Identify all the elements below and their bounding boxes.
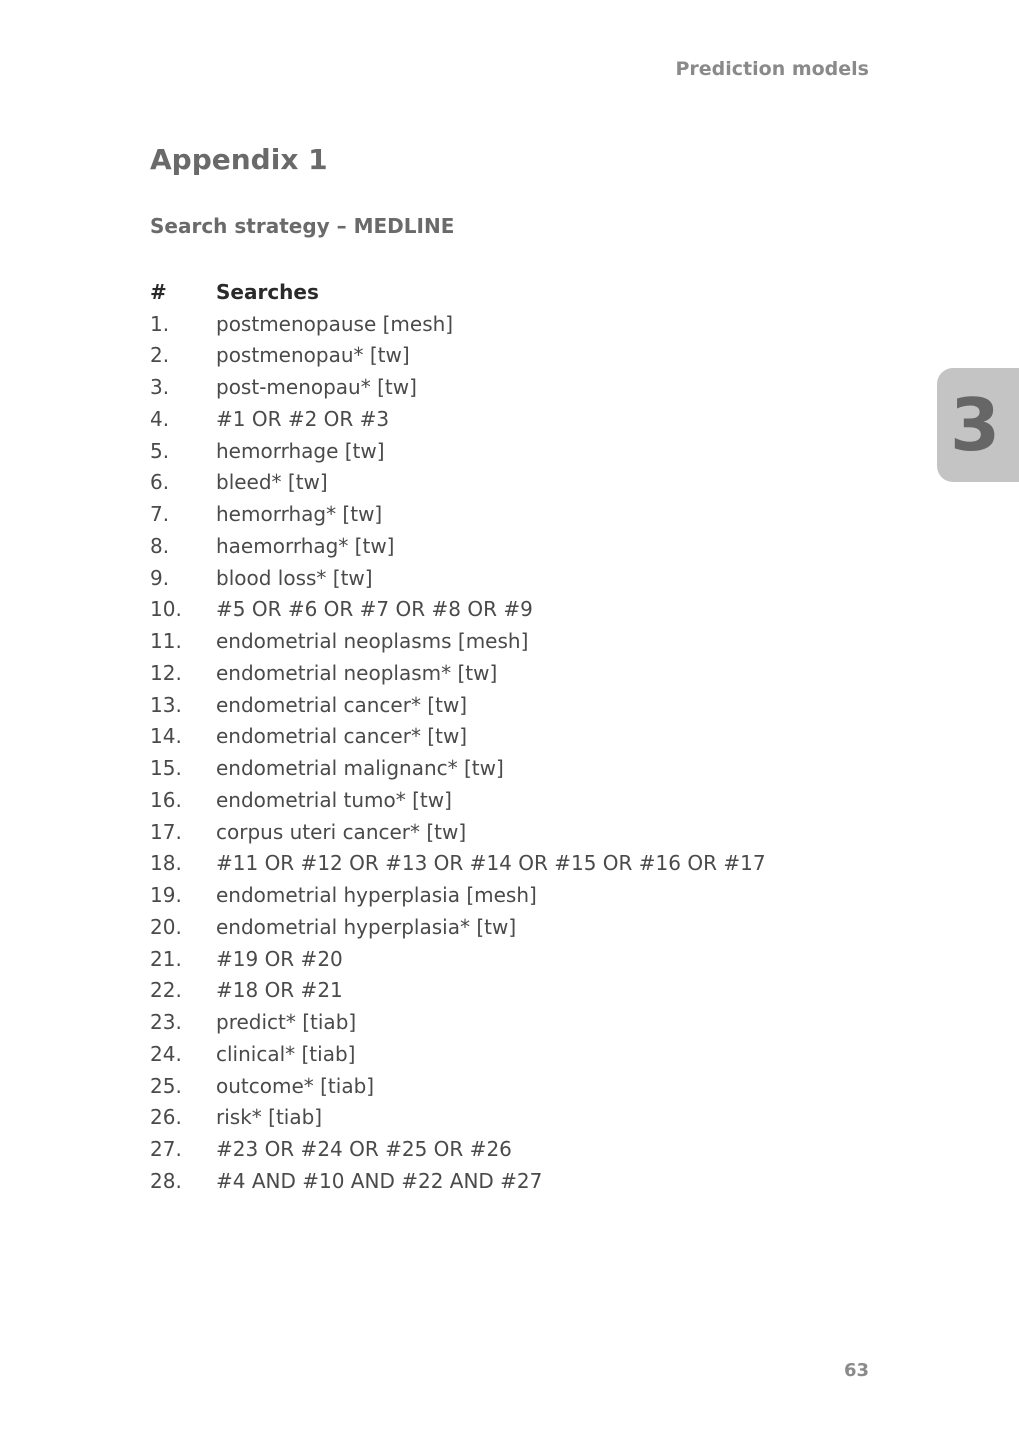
search-query: endometrial tumo* [tw] [216,787,452,812]
page-number: 63 [843,1360,869,1381]
table-row [150,1102,850,1134]
search-query: #5 OR #6 OR #7 OR #8 OR #9 [216,597,533,622]
table-row [150,467,850,499]
table-header-row [150,276,850,308]
search-query: corpus uteri cancer* [tw] [216,819,467,844]
search-query: endometrial neoplasm* [tw] [216,660,498,685]
search-query: risk* [tiab] [216,1105,323,1130]
search-query: outcome* [tiab] [216,1073,375,1098]
search-query: #1 OR #2 OR #3 [216,406,390,431]
row-number: 7. [150,502,170,527]
row-number: 2. [150,343,170,368]
table-row [150,1133,850,1165]
row-number: 1. [150,311,170,336]
row-number: 23. [150,1010,182,1035]
row-number: 20. [150,914,182,939]
searches-column-header: Searches [216,279,319,304]
table-row [150,911,850,943]
row-number: 17. [150,819,182,844]
chapter-tab-number: 3 [949,383,1001,467]
search-query: predict* [tiab] [216,1010,357,1035]
search-query: #23 OR #24 OR #25 OR #26 [216,1137,512,1162]
row-number: 27. [150,1137,182,1162]
search-query: endometrial cancer* [tw] [216,692,468,717]
search-query: clinical* [tiab] [216,1041,356,1066]
table-row [150,848,850,880]
row-number: 9. [150,565,170,590]
table-row [150,498,850,530]
search-query: endometrial cancer* [tw] [216,724,468,749]
row-number: 6. [150,470,170,495]
table-row [150,435,850,467]
table-row [150,371,850,403]
search-query: blood loss* [tw] [216,565,373,590]
table-row [150,689,850,721]
search-query: endometrial hyperplasia* [tw] [216,914,517,939]
row-number: 16. [150,787,182,812]
row-number: 13. [150,692,182,717]
search-strategy-table [150,276,850,1197]
table-row [150,1006,850,1038]
table-row [150,594,850,626]
row-number: 12. [150,660,182,685]
row-number: 15. [150,756,182,781]
section-title: Search strategy – MEDLINE [150,214,455,238]
search-query: bleed* [tw] [216,470,328,495]
chapter-title: Appendix 1 [150,143,328,176]
table-row [150,784,850,816]
search-query: endometrial malignanc* [tw] [216,756,504,781]
search-query: endometrial hyperplasia [mesh] [216,883,537,908]
row-number: 26. [150,1105,182,1130]
row-number: 8. [150,533,170,558]
table-row [150,562,850,594]
row-number: 5. [150,438,170,463]
row-number: 24. [150,1041,182,1066]
search-query: #19 OR #20 [216,946,343,971]
row-number: 14. [150,724,182,749]
search-query: postmenopau* [tw] [216,343,410,368]
table-row [150,308,850,340]
search-query: post-menopau* [tw] [216,375,417,400]
search-query: #18 OR #21 [216,978,343,1003]
search-query: #11 OR #12 OR #13 OR #14 OR #15 OR #16 OR #17 [216,851,766,876]
row-number: 11. [150,629,182,654]
row-number: 19. [150,883,182,908]
row-number: 25. [150,1073,182,1098]
row-number: 3. [150,375,170,400]
row-number: 4. [150,406,170,431]
search-query: postmenopause [mesh] [216,311,454,336]
table-row [150,340,850,372]
table-row [150,657,850,689]
table-row [150,1070,850,1102]
row-number: 10. [150,597,182,622]
search-query: endometrial neoplasms [mesh] [216,629,529,654]
running-head: Prediction models [675,58,869,80]
table-row [150,530,850,562]
search-query: hemorrhage [tw] [216,438,385,463]
search-query: hemorrhag* [tw] [216,502,383,527]
table-row [150,879,850,911]
chapter-tab [937,368,1019,482]
table-row [150,403,850,435]
table-row [150,943,850,975]
table-row [150,816,850,848]
row-number: 18. [150,851,182,876]
number-column-header: # [150,279,167,304]
table-row [150,1165,850,1197]
table-row [150,975,850,1007]
row-number: 28. [150,1168,182,1193]
row-number: 21. [150,946,182,971]
table-row [150,752,850,784]
row-number: 22. [150,978,182,1003]
table-body [150,308,850,1197]
table-row [150,625,850,657]
search-query: haemorrhag* [tw] [216,533,395,558]
table-row [150,721,850,753]
table-row [150,1038,850,1070]
search-query: #4 AND #10 AND #22 AND #27 [216,1168,543,1193]
